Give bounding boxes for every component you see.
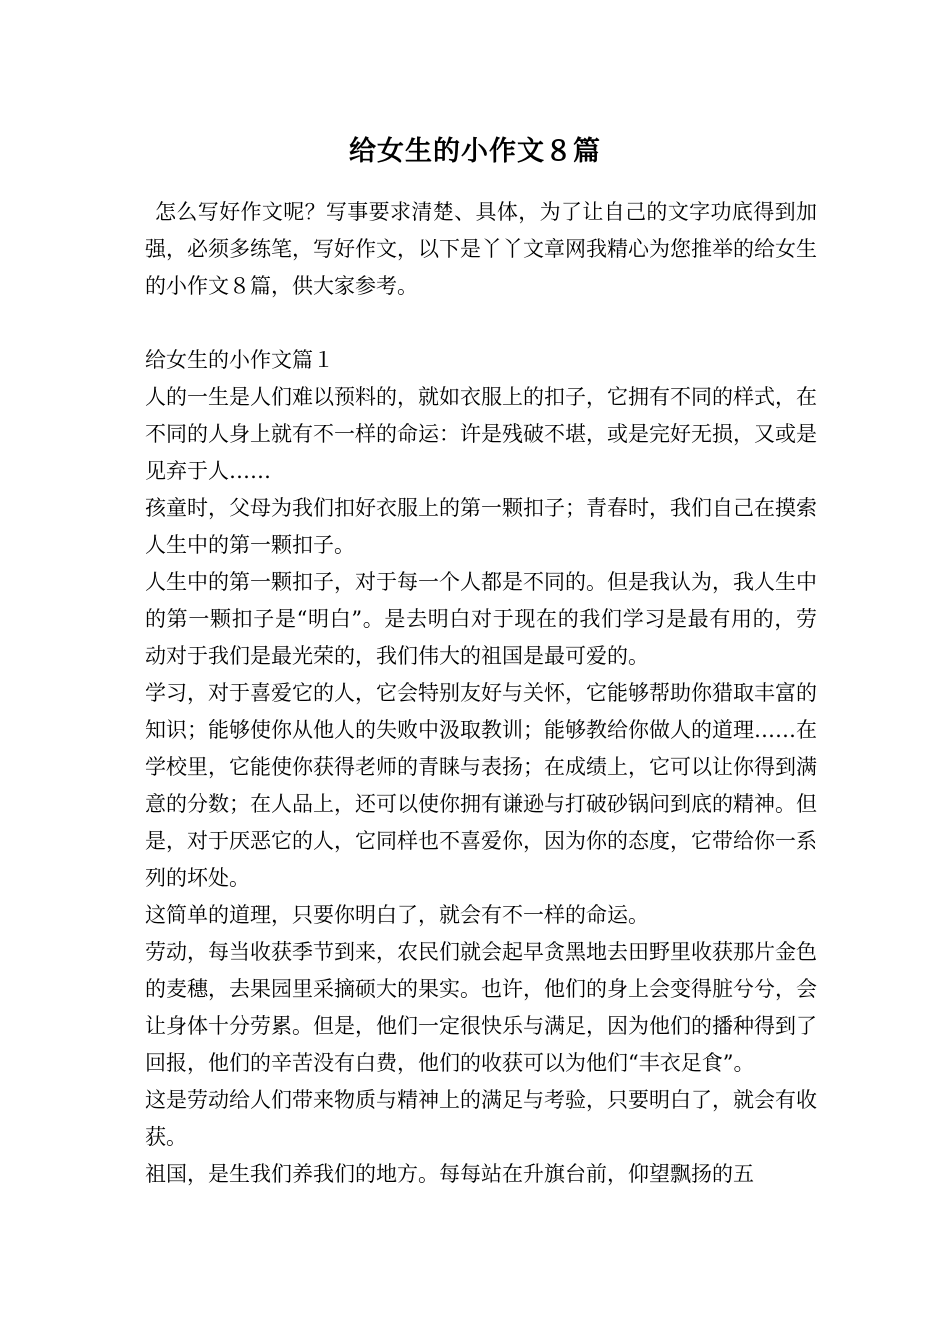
body-paragraph: 人的一生是人们难以预料的，就如衣服上的扣子，它拥有不同的样式，在不同的人身上就有不一样的命运：许是残破不堪，或是完好无损，又或是见弃于人…… [145, 385, 817, 483]
intro-paragraph: 怎么写好作文呢？写事要求清楚、具体，为了让自己的文字功底得到加强，必须多练笔，写好作文，以下是丫丫文章网我精心为您推举的给女生的小作文８篇，供大家参考。 [145, 200, 817, 298]
blank-line [145, 305, 817, 342]
body-paragraph: 祖国，是生我们养我们的地方。每每站在升旗台前，仰望飘扬的五 [145, 1162, 754, 1186]
body-paragraph: 孩童时，父母为我们扣好衣服上的第一颗扣子；青春时，我们自己在摸索人生中的第一颗扣子。 [145, 496, 817, 557]
section-heading: 给女生的小作文篇１ [145, 348, 334, 372]
document-body [145, 194, 817, 1193]
body-paragraph: 这是劳动给人们带来物质与精神上的满足与考验，只要明白了，就会有收获。 [145, 1088, 817, 1149]
body-paragraph: 劳动，每当收获季节到来，农民们就会起早贪黑地去田野里收获那片金色的麦穗，去果园里采摘硕大的果实。也许，他们的身上会变得脏兮兮，会让身体十分劳累。但是，他们一定很快乐与满足，因为他们的播种得到了回报，他们的辛苦没有白费，他们的收获可以为他们“丰衣足食”。 [145, 940, 817, 1075]
body-paragraph: 这简单的道理，只要你明白了，就会有不一样的命运。 [145, 903, 649, 927]
body-paragraph: 人生中的第一颗扣子，对于每一个人都是不同的。但是我认为，我人生中的第一颗扣子是“明白”。是去明白对于现在的我们学习是最有用的，劳动对于我们是最光荣的，我们伟大的祖国是最可爱的。 [145, 570, 817, 668]
document-title: 给女生的小作文８篇 [349, 136, 601, 167]
body-paragraph: 学习，对于喜爱它的人，它会特别友好与关怀，它能够帮助你猎取丰富的知识；能够使你从他人的失败中汲取教训；能够教给你做人的道理……在学校里，它能使你获得老师的青睐与表扬；在成绩上，它可以让你得到满意的分数；在人品上，还可以使你拥有谦逊与打破砂锅问到底的精神。但是，对于厌恶它的人，它同样也不喜爱你，因为你的态度，它带给你一系列的坏处。 [145, 681, 817, 890]
